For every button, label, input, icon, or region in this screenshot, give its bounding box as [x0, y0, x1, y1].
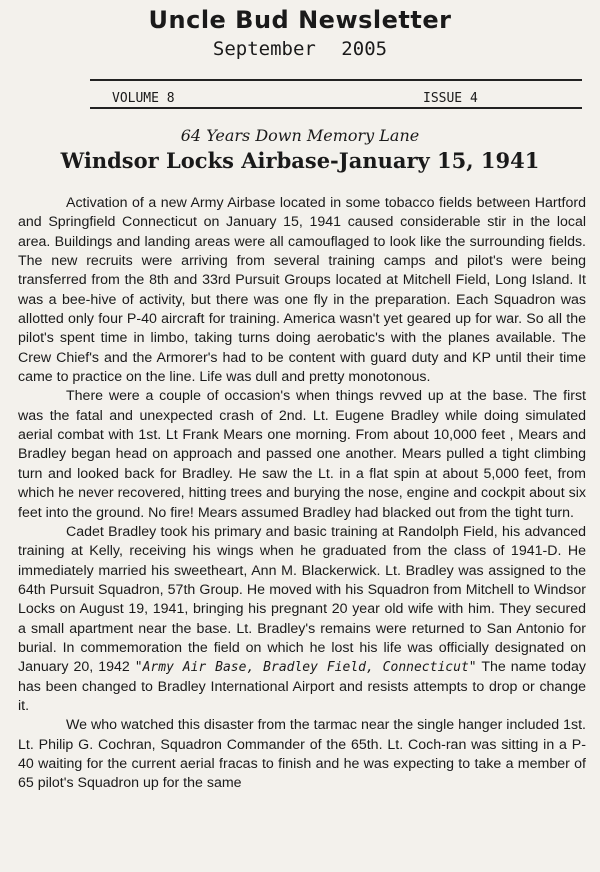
volume-label: VOLUME 8: [112, 91, 175, 106]
divider-top: [90, 79, 582, 81]
issue-label: ISSUE 4: [423, 91, 478, 106]
paragraph-text: The name today has been changed to Bradley International Airport and resists attempts to drop or change it.: [18, 659, 586, 714]
paragraph: We who watched this disaster from the tarmac near the single hanger included 1st. Lt. Philip G. Cochran, Squadron Commander of the 65th. Lt. Coch-ran was sitting in a P-40 waiting for the current aerial fracas to finish and he was expecting to take a member of 65 pilot's Squadron up for the same: [18, 717, 586, 792]
divider-bottom: [90, 107, 582, 109]
paragraph: There were a couple of occasion's when things revved up at the base. The first was the fatal and unexpected crash of 2nd. Lt. Eugene Bradley while doing simulated aerial combat with 1st. Lt Frank Mears one morning. From about 10,000 feet , Mears and Bradley began head on approach and passed one another. Mears pulled a tight climbing turn and looked back for Bradley. He saw the Lt. in a flat spin at about 5,000 feet, from which he never recovered, hitting trees and burying the nose, engine and cockpit about six feet into the ground. No fire! Mears assumed Bradley had blacked out from the tight turn.: [18, 388, 586, 521]
paragraph: [18, 523, 586, 716]
newsletter-title: Uncle Bud Newsletter: [148, 6, 452, 34]
paragraph-text: Cadet Bradley took his primary and basic training at Randolph Field, his advanced training at Kelly, receiving his wings when he graduated from the class of 1941-D. He immediately married his sweetheart, Ann M. Blackerwick. Lt. Bradley was assigned to the 64th Pursuit Squadron, 57th Group. He moved with his Squadron from Mitchell to Windsor Locks on August 19, 1941, bringing his pregnant 20 year old wife with him. They secured a small apartment near the base. Lt. Bradley's remains were returned to San Antonio for burial. In commemoration the field on which he lost his life was officially designated on January 20, 1942: [18, 523, 586, 676]
article-headline: Windsor Locks Airbase-January 15, 1941: [60, 148, 540, 173]
issue-date: September 2005: [212, 38, 388, 60]
handwritten-quote: "Army Air Base, Bradley Field, Connecticut": [134, 660, 477, 676]
paragraph: Activation of a new Army Airbase located in some tobacco fields between Hartford and Springfield Connecticut on January 15, 1941 caused considerable stir in the local area. Buildings and landing areas were all camouflaged to look like the surrounding fields. The new recruits were arriving from several training camps and pilot's were being transferred from the 8th and 33rd Pursuit Groups located at Mitchell Field, Long Island. It was a bee-hive of activity, but there was one fly in the preparation. Each Squadron was allotted only four P-40 aircraft for training. America wasn't yet geared up for war. So all the pilot's spent time in limbo, taking turns doing aerobatic's with the planes available. The Crew Chief's and the Armorer's had to be content with guard duty and KP until their time came to practice on the line. Life was dull and pretty monotonous.: [18, 195, 586, 386]
article-kicker: 64 Years Down Memory Lane: [180, 126, 420, 145]
article-body: [18, 194, 586, 794]
